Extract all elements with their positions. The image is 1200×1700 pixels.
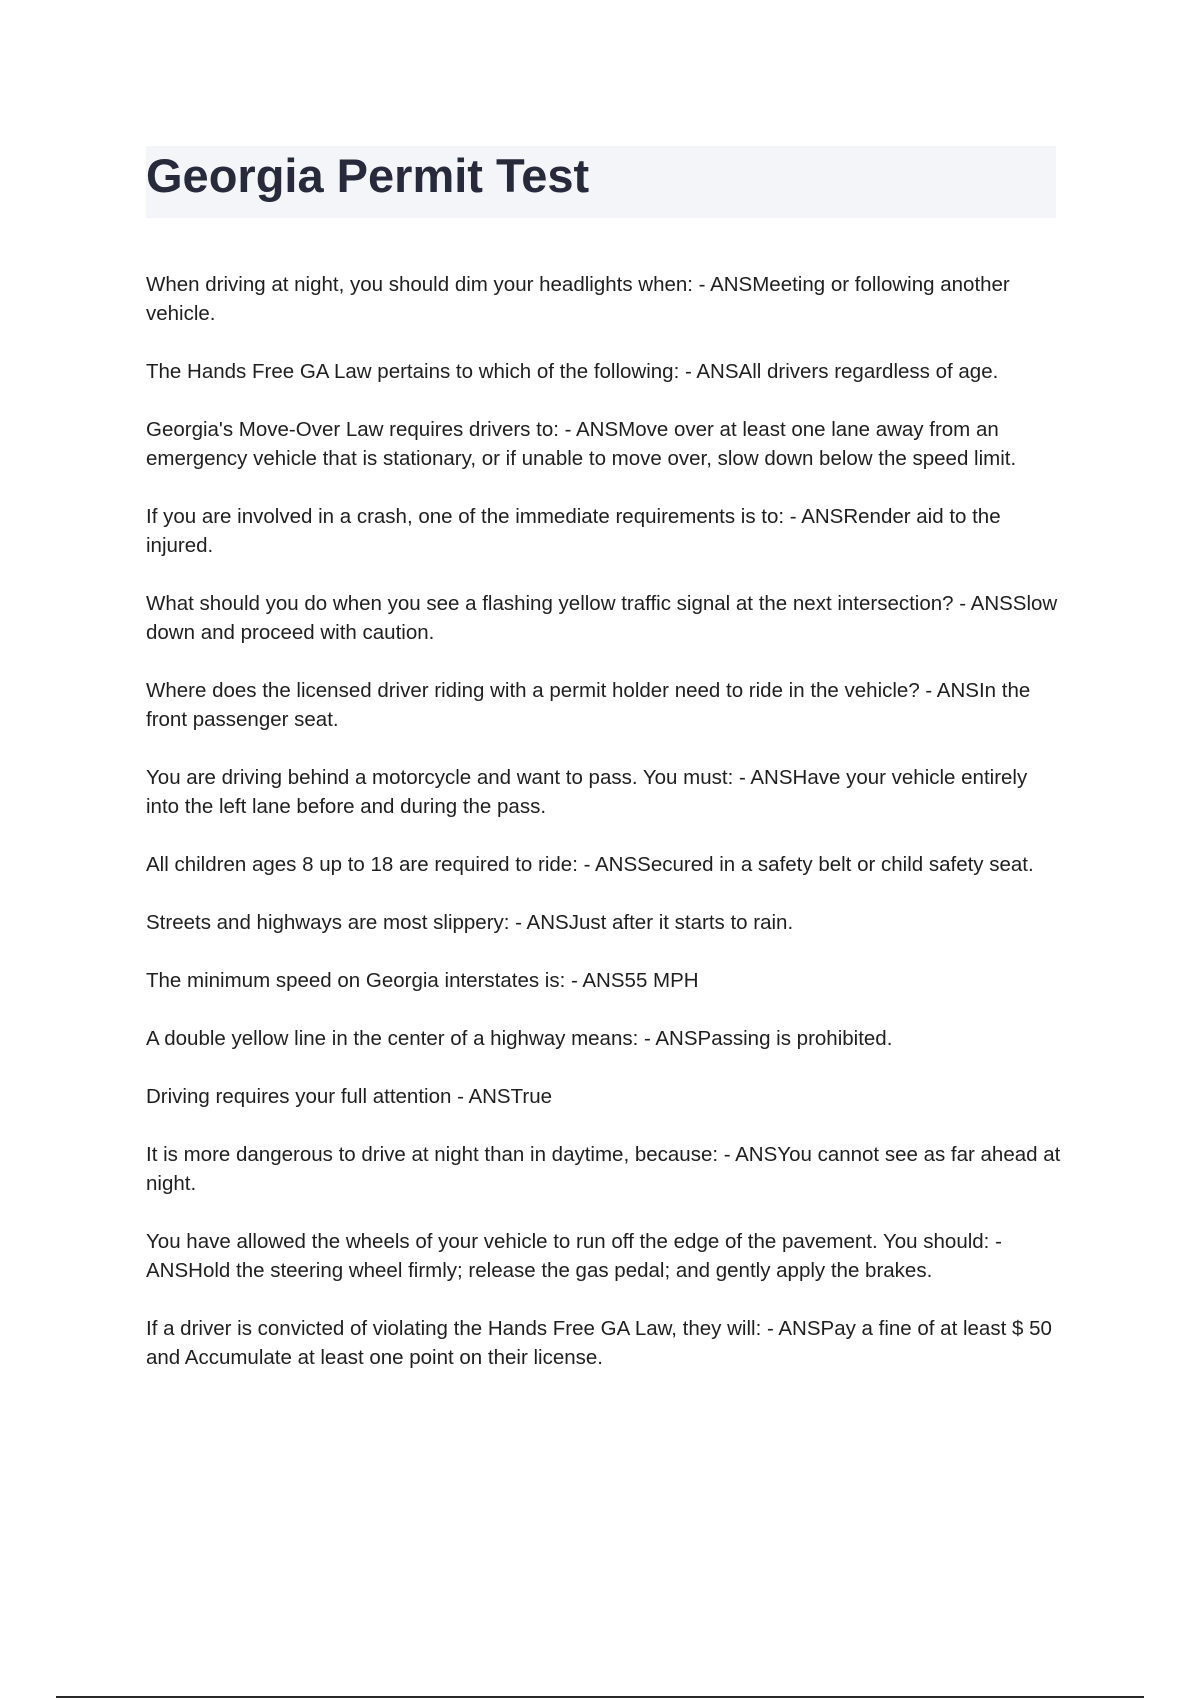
question-item: The Hands Free GA Law pertains to which of the following: - ANSAll drivers regardless of age. — [146, 360, 999, 383]
question-item: If a driver is convicted of violating the Hands Free GA Law, they will: - ANSPay a fine of at least $ 50 and Accumulate at least one point on their license. — [146, 1317, 1052, 1369]
question-list — [146, 270, 1061, 1401]
question-item: The minimum speed on Georgia interstates is: - ANS55 MPH — [146, 969, 699, 992]
question-item: What should you do when you see a flashing yellow traffic signal at the next intersection? - ANSSlow down and proceed with caution. — [146, 592, 1058, 644]
question-item: When driving at night, you should dim your headlights when: - ANSMeeting or following another vehicle. — [146, 273, 1010, 325]
question-item: If you are involved in a crash, one of the immediate requirements is to: - ANSRender aid to the injured. — [146, 505, 1001, 557]
question-item: Georgia's Move-Over Law requires drivers to: - ANSMove over at least one lane away from an emergency vehicle that is stationary, or if unable to move over, slow down below the speed limit. — [146, 418, 1017, 470]
question-item: Driving requires your full attention - ANSTrue — [146, 1085, 552, 1108]
bottom-divider — [56, 1696, 1144, 1698]
question-item: Where does the licensed driver riding with a permit holder need to ride in the vehicle? - ANSIn the front passenger seat. — [146, 679, 1031, 731]
question-item: All children ages 8 up to 18 are required to ride: - ANSSecured in a safety belt or child safety seat. — [146, 853, 1034, 876]
question-item: Streets and highways are most slippery: - ANSJust after it starts to rain. — [146, 911, 794, 934]
question-item: You have allowed the wheels of your vehicle to run off the edge of the pavement. You should: - ANSHold the steering wheel firmly; release the gas pedal; and gently apply the brakes. — [146, 1230, 1002, 1282]
question-item: A double yellow line in the center of a highway means: - ANSPassing is prohibited. — [146, 1027, 893, 1050]
page-title: Georgia Permit Test — [146, 149, 590, 202]
question-item: It is more dangerous to drive at night than in daytime, because: - ANSYou cannot see as far ahead at night. — [146, 1143, 1061, 1195]
title-band — [146, 146, 1056, 218]
question-item: You are driving behind a motorcycle and want to pass. You must: - ANSHave your vehicle entirely into the left lane before and during the pass. — [146, 766, 1028, 818]
